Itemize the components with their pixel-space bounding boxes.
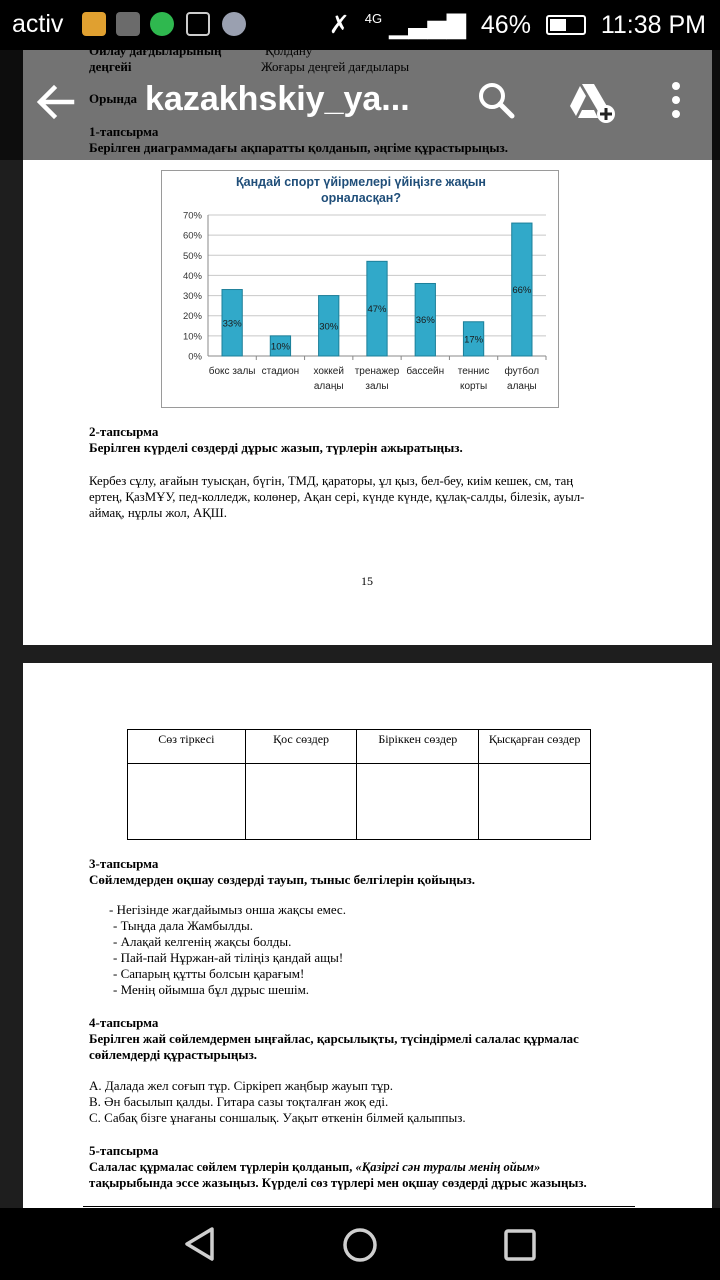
list-item: - Алақай келгенің жақсы болды. [113, 934, 292, 949]
y-tick-label: 60% [182, 230, 202, 242]
y-tick-label: 20% [182, 311, 202, 323]
task3-title: 3-тапсырма [89, 856, 159, 871]
y-tick-label: 30% [182, 291, 202, 303]
x-tick-label: стадион [261, 366, 300, 377]
table-header-row [128, 730, 591, 764]
carrier-label: activ [12, 10, 64, 38]
x-tick-label: алаңы [313, 381, 344, 392]
x-tick-label: алаңы [507, 381, 537, 392]
chart-plot [162, 171, 560, 409]
task5-text-line1 [89, 1159, 540, 1175]
task2-words-line2: ертең, ҚазМҰУ, пед-колледж, колөнер, Ақан сері, күнде күнде, құлақ-салды, білезік, ауыл- [89, 490, 585, 504]
task5-text-line1-start: Салалас құрмалас сөйлем түрлерін қолданып, [89, 1160, 353, 1174]
signal-icon: ▁▃▅▇ [389, 11, 466, 39]
data-label: 30% [319, 321, 339, 333]
image-icon [186, 12, 210, 36]
more-options-icon[interactable] [668, 80, 684, 120]
data-label: 33% [222, 318, 242, 330]
app-toolbar [0, 50, 720, 160]
y-tick-label: 40% [182, 270, 202, 282]
x-tick-label: бокс залы [208, 366, 256, 377]
nav-recents-icon[interactable] [503, 1228, 537, 1262]
task5-title: 5-тапсырма [89, 1143, 159, 1158]
list-item: - Сапарың құтты болсын қарағым! [113, 966, 305, 981]
table-header-cell: Біріккен сөздер [357, 730, 479, 764]
message-icon [222, 12, 246, 36]
table-header-cell: Қысқарған сөздер [479, 730, 591, 764]
document-viewer[interactable] [0, 50, 720, 1208]
whatsapp-icon [150, 12, 174, 36]
bar-chart [161, 170, 559, 408]
battery-icon [546, 15, 586, 35]
data-label: 17% [464, 334, 484, 346]
task4-text-line2: сөйлемдерді құрастырыңыз. [89, 1047, 258, 1062]
list-item: - Пай-пай Нұржан-ай тіліңіз қандай ащы! [113, 950, 344, 965]
x-tick-label: залы [365, 381, 389, 392]
x-tick-label: корты [459, 381, 488, 392]
document-title: kazakhskiy_ya... [145, 80, 410, 118]
list-item: С. Сабақ бізге ұнағаны соншалық. Уақыт өткенін білмей қалыппыз. [89, 1110, 466, 1125]
data-label: 36% [415, 315, 435, 327]
chart-title-line1: Қандай спорт үйірмелері үйіңізге жақын [236, 175, 486, 189]
task4-title: 4-тапсырма [89, 1015, 159, 1030]
status-bar [0, 0, 720, 50]
search-icon[interactable] [476, 80, 516, 120]
nav-home-icon[interactable] [341, 1226, 379, 1264]
data-label: 10% [270, 341, 290, 353]
list-item: - Негізінде жағдайымыз онша жақсы емес. [109, 902, 346, 917]
clock: 11:38 PM [600, 11, 706, 39]
task4-text-line1: Берілген жай сөйлемдермен ыңғайлас, қарсылықты, түсіндірмелі салалас құрмалас [89, 1032, 579, 1046]
table-header-cell: Сөз тіркесі [128, 730, 246, 764]
task3-text: Сөйлемдерден оқшау сөздерді тауып, тыныс белгілерін қойыңыз. [89, 872, 475, 887]
chart-title-line2: орналасқан? [320, 191, 401, 205]
table-cell[interactable] [245, 764, 357, 840]
mute-icon: ✗ [328, 11, 350, 39]
y-tick-label: 50% [182, 250, 202, 262]
task2-text: Берілген күрделі сөздерді дұрыс жазып, түрлерін ажыратыңыз. [89, 440, 463, 455]
battery-percent: 46% [480, 11, 531, 39]
x-tick-label: теннис [457, 366, 490, 377]
data-label: 66% [512, 285, 532, 297]
nav-back-icon[interactable] [182, 1226, 218, 1262]
task2-words-line1: Кербез сұлу, ағайын туысқан, бүгін, ТМД, қараторы, ұл қыз, бел-беу, киім кешек, см, таң [89, 474, 574, 488]
back-arrow-icon[interactable] [34, 80, 78, 124]
y-tick-label: 70% [182, 210, 202, 222]
list-item: А. Далада жел соғып тұр. Сіркіреп жаңбыр жауып тұр. [89, 1078, 394, 1093]
essay-topic: «Қазіргі сән туралы менің ойым» [355, 1160, 541, 1174]
status-right [321, 10, 706, 40]
network-type: 4G [364, 11, 383, 26]
y-tick-label: 0% [188, 351, 202, 363]
list-item: В. Ән басылып қалды. Гитара сазы тоқталған жоқ еді. [89, 1094, 389, 1109]
x-tick-label: бассейн [406, 366, 445, 377]
navigation-bar [0, 1208, 720, 1280]
task5-text-line2: тақырыбында эссе жазыңыз. Күрделі сөз түрлері мен оқшау сөздерді дұрыс жазыңыз. [89, 1176, 587, 1190]
page-number: 15 [361, 574, 373, 588]
x-tick-label: футбол [504, 366, 540, 377]
table-cell[interactable] [479, 764, 591, 840]
data-label: 47% [367, 304, 387, 316]
table-cell[interactable] [357, 764, 479, 840]
y-tick-label: 10% [182, 331, 202, 343]
list-item: - Менің ойымша бұл дұрыс шешім. [113, 982, 310, 997]
document-page-16 [23, 663, 712, 1208]
table-header-cell: Қос сөздер [245, 730, 357, 764]
add-to-drive-icon[interactable] [568, 80, 616, 124]
table-cell[interactable] [128, 764, 246, 840]
x-tick-label: хоккей [313, 366, 344, 377]
x-tick-label: тренажер [354, 366, 400, 377]
avatar-notification-icon [116, 12, 140, 36]
notification-app-icon [82, 12, 106, 36]
task2-words-line3: аймақ, нұрлы жол, АҚШ. [89, 506, 227, 520]
table-row [128, 764, 591, 840]
table-top-border [83, 1206, 635, 1207]
list-item: - Тыңда дала Жамбылды. [113, 918, 253, 933]
task2-title: 2-тапсырма [89, 424, 159, 439]
word-types-table [127, 729, 591, 840]
